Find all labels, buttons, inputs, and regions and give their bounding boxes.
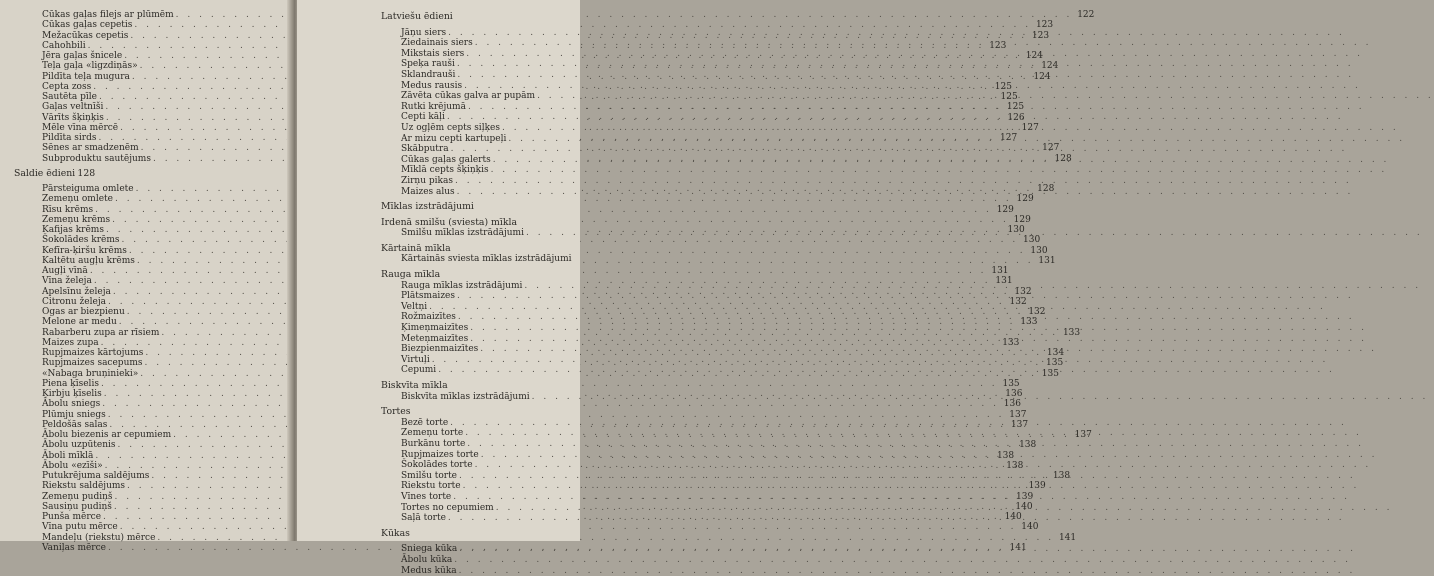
toc-page-number: 135 [1039,369,1059,379]
toc-entry [387,91,577,102]
toc-entry-title: Rutki krējumā [401,102,466,113]
toc-page-number: 132 [1026,307,1046,317]
toc-entry [387,281,577,292]
toc-entry-title: Zemeņu krēms [42,215,110,225]
toc-page-number: 137 [1072,430,1092,440]
toc-page-number: 124 [1038,61,1058,71]
dot-leader [468,102,1365,113]
toc-page-number: 138 [1016,440,1036,450]
toc-page-number: 122 [1074,10,1094,20]
toc-page-number: 138 [994,451,1014,461]
toc-entry-title: Rupjmaizes kārtojums [42,348,143,358]
toc-entry-title: Bezē torte [401,418,448,429]
toc-entry-title: Mežacūkas cepetis [42,31,128,41]
toc-entry-title: Punša mērce [42,512,101,522]
toc-entry-title: Cūkas gaļas galerts [401,155,491,166]
toc-page-number: 125 [992,82,1012,92]
dot-leader [450,418,1347,429]
toc-entry [14,72,272,82]
toc-entry [14,481,272,491]
toc-entry [387,59,577,70]
dot-leader [459,544,1356,555]
toc-entry [14,10,272,20]
dot-leader [524,281,1421,292]
dot-leader [502,123,1399,134]
toc-entry [387,334,577,345]
toc-entry [14,20,272,30]
toc-entry [14,51,272,61]
toc-entry-title: Saldie ēdieni [14,169,75,179]
toc-entry-title: Cepta zoss [42,82,91,92]
toc-entry [14,399,272,409]
toc-section-heading [381,407,577,418]
toc-entry [14,246,272,256]
toc-entry [14,430,272,440]
toc-entry-title: Zemeņu omlete [42,194,113,204]
toc-entry-title: Gaļas veltnīši [42,102,103,112]
toc-entry [14,512,272,522]
dot-leader [451,144,1348,155]
toc-section-heading [14,169,272,179]
toc-entry [14,440,272,450]
dot-leader [470,334,1367,345]
toc-entry-title: Kārtainā mīkla [381,244,451,255]
toc-entry-title: Tortes no cepumiem [401,503,494,514]
dot-leader [454,555,1351,566]
dot-leader [464,81,1361,92]
toc-entry-title: Rauga mīkla [381,270,440,281]
toc-page-number: 129 [1011,215,1031,225]
dot-leader [137,256,1034,266]
dot-leader [432,355,1329,366]
dot-leader [493,155,1390,166]
toc-entry [387,155,577,166]
toc-page-number: 133 [999,338,1019,348]
toc-entry [14,184,272,194]
toc-page-number: 140 [1002,512,1022,522]
toc-entry [14,266,272,276]
right-toc-list [387,12,577,576]
toc-entry [14,154,272,164]
toc-entry [387,165,577,176]
toc-page-number: 138 [1050,471,1070,481]
toc-page-number: 138 [1003,461,1023,471]
toc-entry [14,113,272,123]
toc-entry [387,81,577,92]
toc-entry-title: Mēle vīna mērcē [42,123,118,133]
toc-page-number: 133 [1060,328,1080,338]
toc-entry [14,41,272,51]
dot-leader [508,134,1405,145]
dot-leader [457,70,1354,81]
toc-entry [14,317,272,327]
toc-entry [14,358,272,368]
toc-entry-title: Ogas ar biezpienu [42,307,125,317]
toc-entry [14,328,272,338]
dot-leader [458,312,1355,323]
toc-entry-title: Plātsmaizes [401,291,455,302]
toc-page-number: 141 [1056,533,1076,543]
dot-leader [526,228,1423,239]
toc-page-number: 123 [1029,31,1049,41]
toc-entry-title: Citronu želeja [42,297,106,307]
toc-page-number: 135 [1000,379,1020,389]
toc-entry [387,176,577,187]
toc-entry-title: Ābolu sniegs [42,399,100,409]
toc-entry [387,302,577,313]
toc-page-number: 136 [1002,389,1022,399]
toc-section-heading [381,529,577,540]
dot-leader [455,176,1352,187]
toc-page-number: 127 [997,133,1017,143]
toc-entry-title: Mikstais siers [401,49,464,60]
toc-entry [14,410,272,420]
toc-page-number: 125 [998,92,1018,102]
toc-entry [387,418,577,429]
toc-entry [14,225,272,235]
toc-entry [387,123,577,134]
toc-entry [387,228,577,239]
toc-entry-title: Rupjmaizes sacepums [42,358,143,368]
toc-entry-title: Tortes [381,407,411,418]
toc-page-number: 123 [986,41,1006,51]
toc-entry-title: Vīna želeja [42,276,92,286]
toc-entry-title: Speķa rauši [401,59,455,70]
dot-leader [496,503,1393,514]
toc-entry [14,379,272,389]
toc-page-number: 131 [1036,256,1056,266]
toc-entry [387,439,577,450]
toc-page-number: 130 [1028,246,1048,256]
toc-page-number: 128 [1034,184,1054,194]
toc-entry-title: Biskvīta mīklas izstrādājumi [401,392,530,403]
toc-entry [14,492,272,502]
toc-entry-title: Maizes alus [401,187,455,198]
toc-entry-title: Mīklā cepts šķiņķis [401,165,489,176]
toc-entry [14,533,272,543]
toc-entry-title: Ziedainais siers [401,38,473,49]
toc-entry-title: Āboli mīklā [42,451,93,461]
toc-page-number: 136 [1001,399,1021,409]
toc-entry [387,312,577,323]
toc-entry-title: Ābolu kūka [401,555,452,566]
toc-entry [14,522,272,532]
toc-entry-title: Teļa gaļa «ligzdiņās» [42,61,138,71]
toc-page-number: 132 [1007,297,1027,307]
dot-leader [537,91,1434,102]
toc-entry [387,513,577,524]
toc-entry-title: Cahohbili [42,41,86,51]
toc-entry-title: Skābputra [401,144,449,155]
toc-page-number: 133 [1018,317,1038,327]
toc-entry-title: Smilšu torte [401,471,457,482]
toc-entry-title: Vīnes torte [401,492,451,503]
toc-page-number: 139 [1026,481,1046,491]
toc-entry-title: Irdenā smilšu (sviesta) mīkla [381,218,517,229]
toc-entry [14,61,272,71]
toc-page-number: 139 [1013,492,1033,502]
toc-entry [387,28,577,39]
toc-entry-title: Peldošās salas [42,420,107,430]
toc-entry [14,348,272,358]
toc-section-heading [381,381,577,392]
toc-entry-title: Kefīra-ķiršu krēms [42,246,127,256]
toc-entry [14,420,272,430]
toc-entry [387,555,577,566]
toc-entry [14,256,272,266]
toc-entry-title: Ķimeņmaizītes [401,323,468,334]
toc-entry-title: Vīna putu mērce [42,522,118,532]
toc-entry-title: Pārsteiguma omlete [42,184,134,194]
toc-entry-title: Vārīts šķiņķis [42,113,104,123]
toc-entry [387,450,577,461]
toc-entry-title: Biskvīta mīkla [381,381,448,392]
toc-section-heading [381,218,577,229]
toc-entry-title: Uz ogļēm cepts siļķes [401,123,500,134]
dot-leader [465,428,1362,439]
toc-entry-title: Rupjmaizes torte [401,450,479,461]
dot-leader [481,450,1378,461]
toc-page-number: 130 [1005,225,1025,235]
toc-entry-title: Latviešu ēdieni [381,12,453,23]
toc-entry [14,194,272,204]
toc-entry [387,428,577,439]
toc-entry-title: Rabarberu zupa ar rīsiem [42,328,159,338]
toc-entry-title: Pildīta sirds [42,133,96,143]
toc-entry-title: Melone ar medu [42,317,117,327]
toc-entry [387,112,577,123]
toc-entry-title: Apelsīnu želeja [42,287,111,297]
toc-entry-title: Zemeņu torte [401,428,463,439]
toc-entry-title: Kaltētu augļu krēms [42,256,135,266]
toc-entry-title: Riekstu saldējums [42,481,125,491]
toc-entry-title: Ābolu biezenis ar cepumiem [42,430,171,440]
toc-page-number: 125 [1004,102,1024,112]
dot-leader [457,187,1354,198]
toc-entry [387,70,577,81]
toc-entry-title: Burkānu torte [401,439,465,450]
dot-leader [466,49,1363,60]
dot-leader [429,302,1326,313]
toc-entry-title: Mīklas izstrādājumi [381,202,474,213]
toc-entry [14,389,272,399]
toc-entry-title: Zirņu pikas [401,176,453,187]
toc-entry-title: Vaniļas mērce [42,543,106,553]
toc-entry [387,392,577,403]
toc-entry-title: «Nabaga bruņinieki» [42,369,138,379]
dot-leader [475,38,1372,49]
toc-page-number: 131 [993,276,1013,286]
toc-entry-title: Kafijas krēms [42,225,104,235]
toc-entry-title: Kārtainās sviesta mīklas izstrādājumi [401,254,572,265]
toc-entry-title: Zemeņu pudiņš [42,492,113,502]
toc-entry [387,134,577,145]
toc-entry [387,471,577,482]
toc-page-number: 135 [1043,358,1063,368]
toc-entry-title: Medus rausis [401,81,462,92]
toc-entry-title: Kūkas [381,529,410,540]
toc-entry [387,365,577,376]
toc-entry [14,297,272,307]
toc-entry-title: Maizes zupa [42,338,99,348]
toc-entry-title: Plūmju sniegs [42,410,106,420]
toc-entry-title: Riekstu torte [401,481,461,492]
dot-leader [447,112,1344,123]
toc-entry [14,123,272,133]
toc-entry-title: Rauga mīklas izstrādājumi [401,281,522,292]
toc-page-number: 132 [1012,287,1032,297]
toc-entry [14,143,272,153]
toc-entry-title: Jāņu siers [401,28,446,39]
toc-entry-title: Meteņmaizītes [401,334,468,345]
toc-entry [387,323,577,334]
toc-section-heading [381,244,577,255]
toc-page-number: 130 [1020,235,1040,245]
toc-entry-title: Sēnes ar smadzenēm [42,143,139,153]
dot-leader [463,481,1360,492]
toc-entry-title: Ābolu «ezīši» [42,461,103,471]
toc-entry [387,566,577,576]
toc-page-number: 127 [1039,143,1059,153]
toc-entry [387,460,577,471]
toc-entry-title: Sklandrauši [401,70,455,81]
toc-page-number: 128 [1052,154,1072,164]
toc-entry-title: Piena ķīselis [42,379,99,389]
toc-page-number: 137 [1008,420,1028,430]
toc-entry-title: Sniega kūka [401,544,457,555]
toc-section-heading [381,202,577,213]
toc-entry [14,235,272,245]
toc-entry [14,543,272,553]
toc-entry-title: Veltņi [401,302,427,313]
toc-entry [14,215,272,225]
toc-entry-title: Putukrējuma saldējums [42,471,149,481]
toc-section-heading [381,270,577,281]
toc-entry-title: Šokolādes krēms [42,235,120,245]
toc-page-number: 137 [1006,410,1026,420]
toc-entry [14,461,272,471]
toc-entry-title: Cūkas gaļas cepetis [42,20,132,30]
toc-page-number: 129 [994,205,1014,215]
toc-entry [14,102,272,112]
toc-entry [14,307,272,317]
toc-entry-title: Rīsu krēms [42,205,93,215]
toc-entry [14,92,272,102]
toc-entry [387,344,577,355]
toc-page-number: 131 [989,266,1009,276]
toc-page-number: 134 [1044,348,1064,358]
left-page [0,0,291,541]
toc-entry [14,369,272,379]
dot-leader [448,513,1345,524]
dot-leader [459,566,1356,576]
toc-page-number: 141 [1007,543,1027,553]
toc-entry [14,133,272,143]
dot-leader [448,28,1345,39]
dot-leader [457,59,1354,70]
toc-entry [387,144,577,155]
dot-leader [475,460,1372,471]
toc-page-number: 124 [1031,72,1051,82]
toc-entry-title: Pildīta teļa mugura [42,72,130,82]
dot-leader [532,392,1429,403]
toc-entry [387,503,577,514]
toc-page-number: 124 [1023,51,1043,61]
toc-entry [387,544,577,555]
left-toc-list [14,10,272,553]
toc-entry [14,471,272,481]
toc-entry [14,502,272,512]
toc-entry [14,82,272,92]
toc-entry [14,451,272,461]
toc-entry [387,38,577,49]
toc-entry-title: Cepumi [401,365,436,376]
toc-page-number: 127 [1019,123,1039,133]
toc-entry-title: Cūkas gaļas filejs ar plūmēm [42,10,174,20]
toc-entry-title: Smilšu mīklas izstrādājumi [401,228,524,239]
toc-entry-title: Zāvēta cūkas galva ar pupām [401,91,535,102]
dot-leader [453,492,1350,503]
dot-leader [438,365,1335,376]
toc-entry [14,276,272,286]
toc-entry-title: Sausiņu pudiņš [42,502,112,512]
toc-page-number: 128 [75,169,95,179]
toc-entry-title: Saļā torte [401,513,446,524]
toc-entry-title: Cepti kāļi [401,112,445,123]
toc-entry-title: Mandeļu (riekstu) mērce [42,533,155,543]
toc-entry [387,481,577,492]
toc-entry-title: Ar mizu cepti kartupeļi [401,134,506,145]
toc-entry [14,31,272,41]
toc-entry-title: Ābolu uzpūtenis [42,440,116,450]
toc-entry [387,291,577,302]
toc-entry [14,338,272,348]
toc-entry [14,287,272,297]
toc-entry [387,187,577,198]
toc-page-number: 129 [1014,194,1034,204]
toc-section-heading [381,12,577,23]
dot-leader [457,291,1354,302]
toc-entry [387,492,577,503]
toc-entry-title: Augļi vīnā [42,266,88,276]
toc-entry [387,254,577,265]
dot-leader [480,344,1377,355]
right-page [297,0,580,541]
toc-page-number: 140 [1013,502,1033,512]
dot-leader [459,471,1356,482]
toc-page-number: 140 [1018,522,1038,532]
toc-entry-title: Subproduktu sautējums [42,154,151,164]
toc-entry [387,102,577,113]
toc-entry-title: Biezpienmaizītes [401,344,478,355]
toc-entry-title: Ķirbju ķīselis [42,389,102,399]
dot-leader [467,439,1364,450]
toc-page-number: 123 [1033,20,1053,30]
toc-entry-title: Sautēta pīle [42,92,97,102]
toc-entry-title: Jēra gaļas šnicele [42,51,122,61]
toc-entry [14,205,272,215]
toc-entry-title: Šokolādes torte [401,460,473,471]
dot-leader [491,165,1388,176]
dot-leader [470,323,1367,334]
toc-entry-title: Virtuļi [401,355,430,366]
toc-entry-title: Medus kūka [401,566,457,576]
toc-entry [387,355,577,366]
toc-entry-title: Rožmaizītes [401,312,456,323]
toc-page-number: 126 [1005,113,1025,123]
toc-entry [387,49,577,60]
